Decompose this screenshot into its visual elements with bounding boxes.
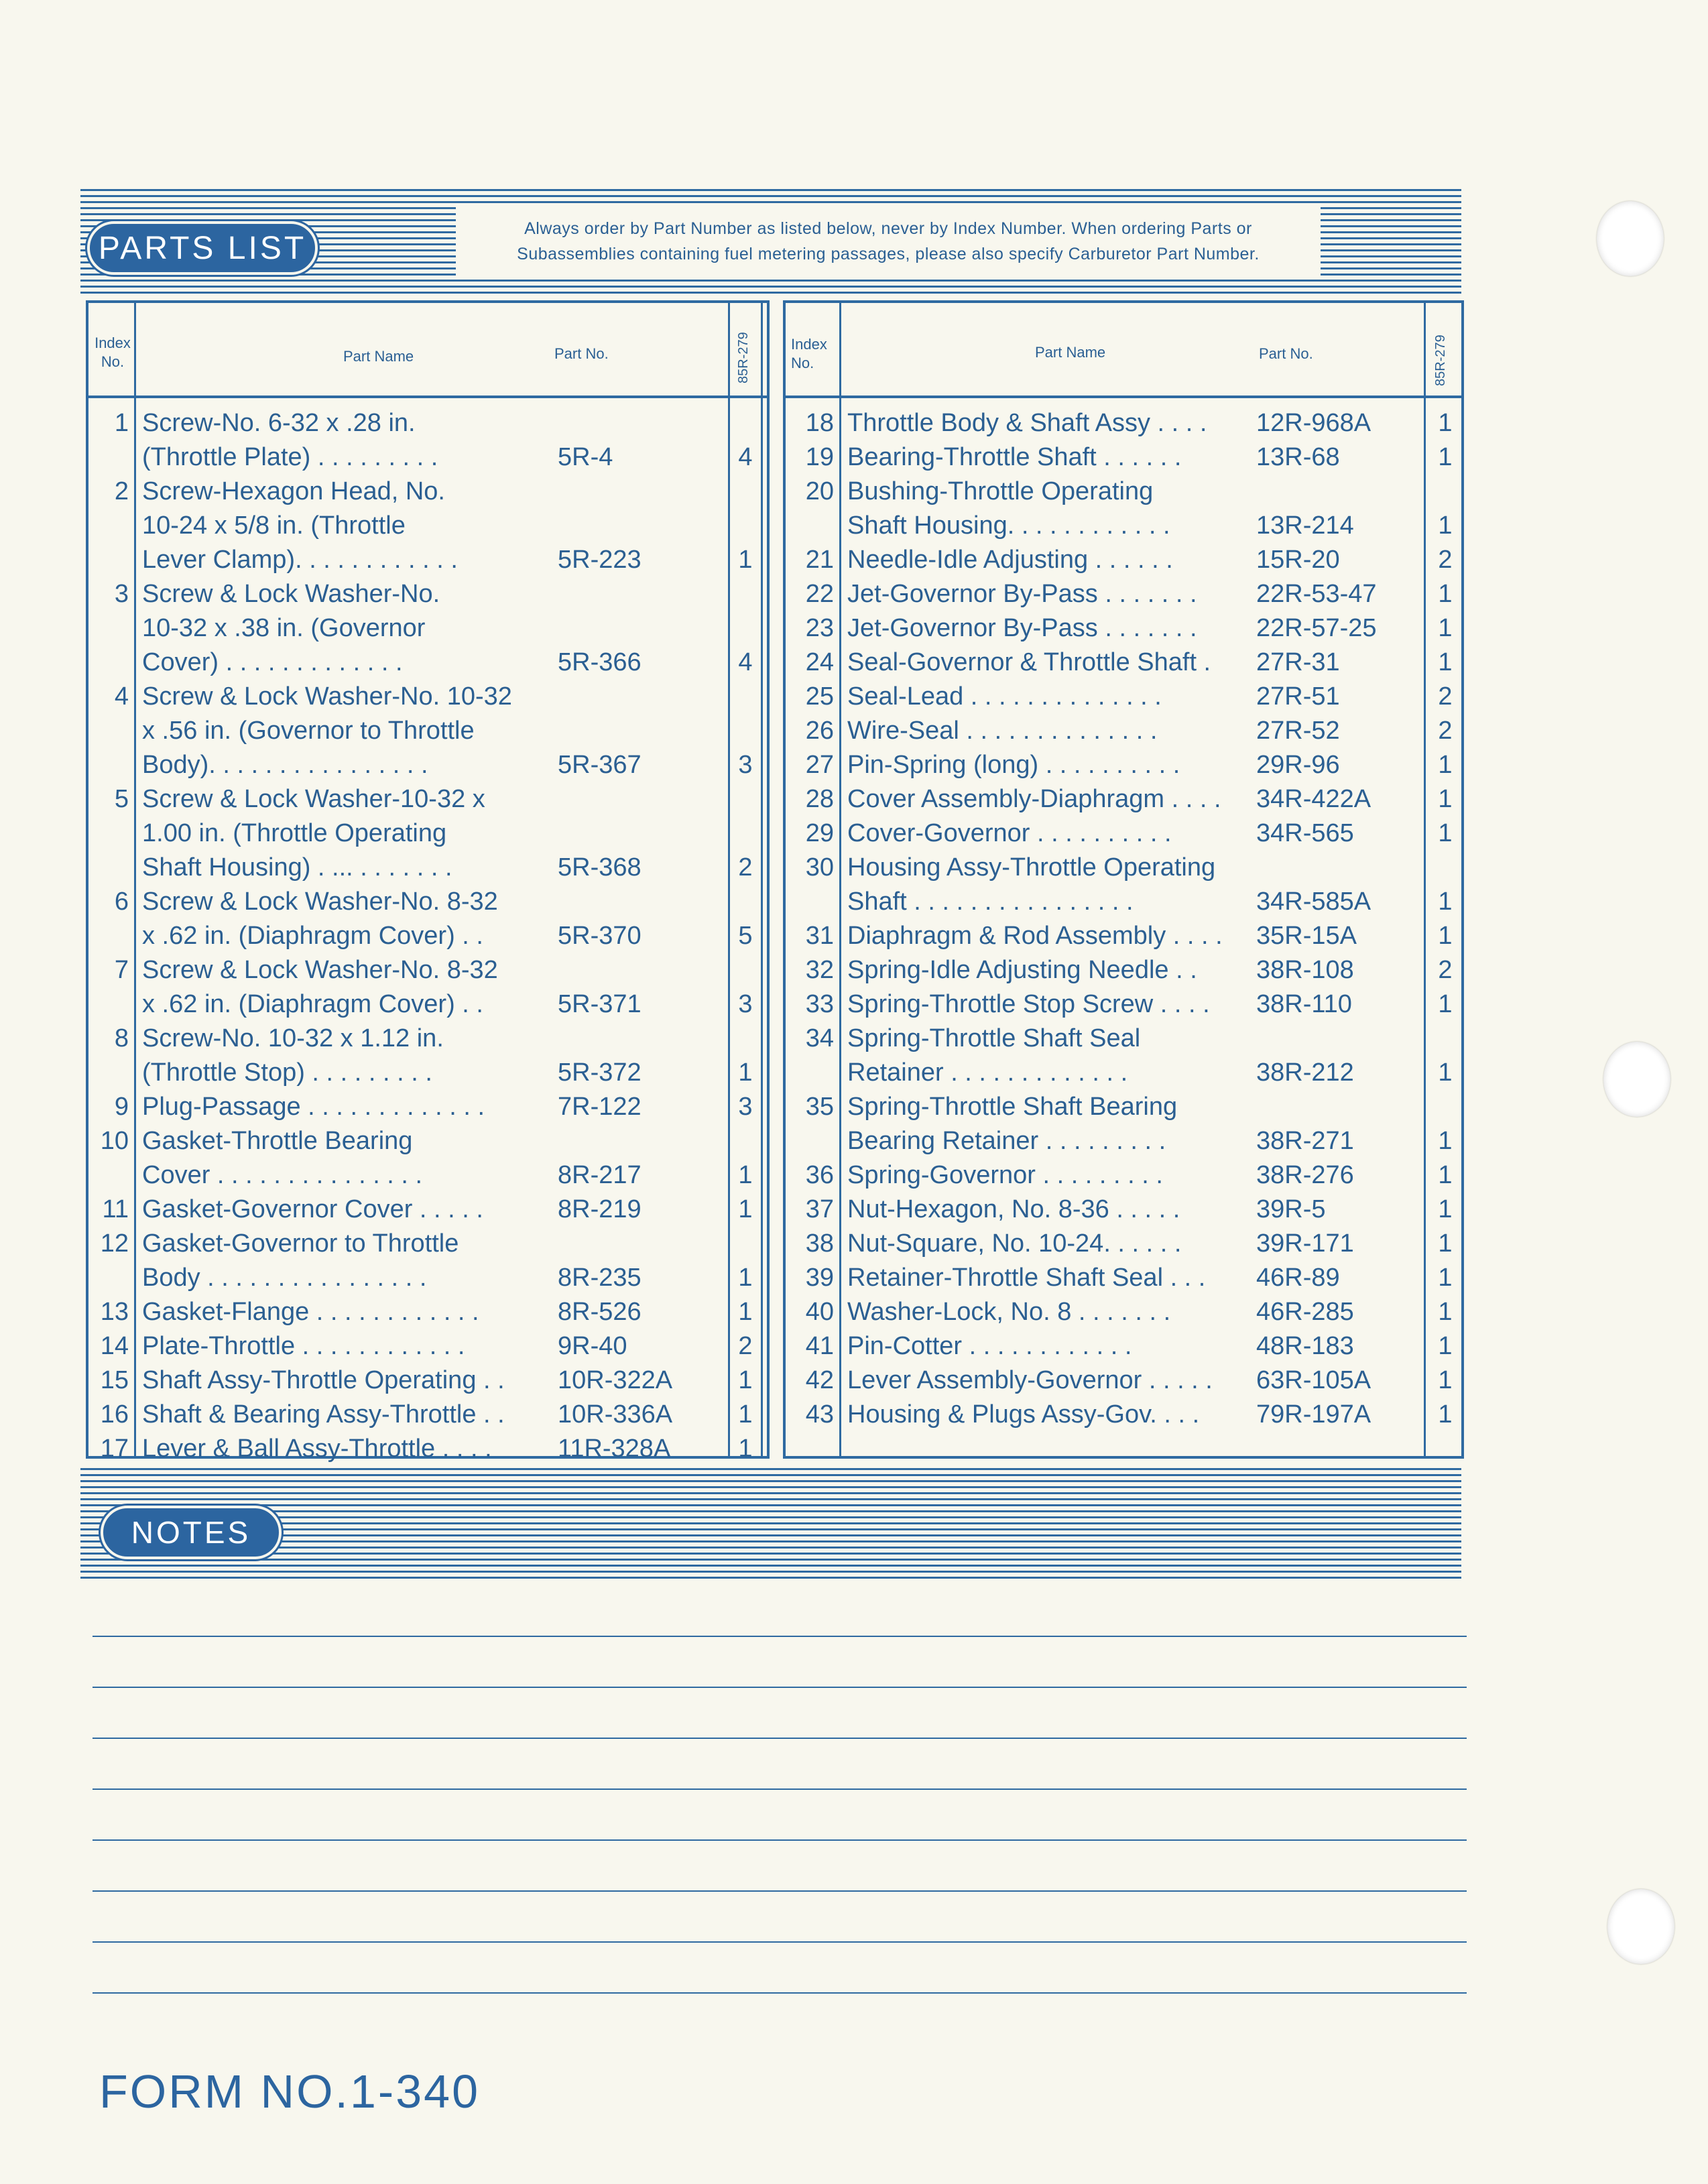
parts-row — [88, 1432, 767, 1466]
part-number: 29R-96 — [1256, 751, 1340, 779]
parts-list-title: PARTS LIST — [87, 221, 318, 275]
quantity: 4 — [738, 443, 753, 471]
note-line — [93, 1738, 1467, 1739]
part-name: Seal-Governor & Throttle Shaft . — [847, 648, 1211, 676]
part-number: 38R-110 — [1256, 990, 1352, 1018]
part-name-column-header: Part Name — [343, 348, 414, 365]
part-number: 8R-219 — [558, 1195, 642, 1223]
parts-row — [88, 851, 767, 885]
index-number: 40 — [805, 1298, 834, 1326]
parts-row — [786, 406, 1461, 440]
parts-row — [88, 1398, 767, 1432]
quantity: 1 — [738, 1366, 753, 1394]
quantity: 1 — [1438, 751, 1453, 779]
parts-row — [786, 1261, 1461, 1295]
part-name: Plate-Throttle . . . . . . . . . . . . — [142, 1332, 465, 1360]
quantity: 2 — [738, 1332, 753, 1360]
part-name: Spring-Throttle Shaft Bearing — [847, 1093, 1178, 1121]
index-number: 16 — [100, 1400, 129, 1429]
part-no-column-header: Part No. — [554, 345, 609, 362]
part-number: 11R-328A — [558, 1435, 671, 1463]
part-name: Cover Assembly-Diaphragm . . . . — [847, 785, 1221, 813]
index-number: 26 — [805, 717, 834, 745]
index-number: 34 — [805, 1024, 834, 1052]
parts-row — [786, 987, 1461, 1022]
parts-row — [88, 782, 767, 816]
part-number: 5R-366 — [558, 648, 642, 676]
index-number: 17 — [100, 1435, 129, 1463]
parts-row — [88, 1261, 767, 1295]
part-number: 34R-565 — [1256, 819, 1354, 847]
parts-row — [88, 543, 767, 577]
parts-row — [88, 1124, 767, 1158]
parts-row — [786, 919, 1461, 953]
part-number: 34R-422A — [1256, 785, 1371, 813]
part-number: 8R-526 — [558, 1298, 642, 1326]
part-number: 38R-271 — [1256, 1127, 1354, 1155]
part-number: 27R-51 — [1256, 682, 1340, 711]
part-name: Cover-Governor . . . . . . . . . . — [847, 819, 1172, 847]
quantity: 2 — [1438, 546, 1453, 574]
part-name: Retainer-Throttle Shaft Seal . . . — [847, 1264, 1206, 1292]
part-name-column-header: Part Name — [1035, 344, 1106, 361]
quantity: 1 — [1438, 614, 1453, 642]
index-number: 35 — [805, 1093, 834, 1121]
part-name: Screw & Lock Washer-No. 10-32 — [142, 682, 512, 711]
form-number: FORM NO.1-340 — [99, 2065, 480, 2118]
quantity: 2 — [1438, 717, 1453, 745]
parts-row — [786, 1158, 1461, 1193]
part-name: Pin-Spring (long) . . . . . . . . . . — [847, 751, 1180, 779]
part-number: 38R-212 — [1256, 1058, 1354, 1087]
quantity: 1 — [1438, 819, 1453, 847]
part-name: Shaft & Bearing Assy-Throttle . . — [142, 1400, 505, 1429]
part-name: Shaft Assy-Throttle Operating . . — [142, 1366, 505, 1394]
index-number: 3 — [114, 580, 129, 608]
part-name: Retainer . . . . . . . . . . . . . — [847, 1058, 1128, 1087]
parts-row — [88, 1329, 767, 1363]
part-number: 35R-15A — [1256, 922, 1357, 950]
index-number: 10 — [100, 1127, 129, 1155]
quantity: 1 — [1438, 1058, 1453, 1087]
header-divider — [786, 396, 1461, 398]
parts-row — [88, 1363, 767, 1398]
binder-hole-middle — [1603, 1042, 1670, 1117]
parts-row — [88, 1193, 767, 1227]
part-name: Diaphragm & Rod Assembly . . . . — [847, 922, 1223, 950]
parts-row — [88, 611, 767, 646]
part-name: Screw & Lock Washer-No. 8-32 — [142, 888, 498, 916]
note-line — [93, 1636, 1467, 1637]
ordering-notice-line-1: Always order by Part Number as listed below, never by Index Number. When ordering Parts or — [524, 219, 1252, 238]
part-name: Throttle Body & Shaft Assy . . . . — [847, 409, 1207, 437]
part-name: x .62 in. (Diaphragm Cover) . . — [142, 990, 483, 1018]
part-number: 27R-31 — [1256, 648, 1340, 676]
parts-row — [786, 543, 1461, 577]
parts-row — [786, 577, 1461, 611]
quantity: 1 — [1438, 1366, 1453, 1394]
quantity: 1 — [1438, 1332, 1453, 1360]
index-number: 22 — [805, 580, 834, 608]
note-line — [93, 1788, 1467, 1790]
part-number: 9R-40 — [558, 1332, 627, 1360]
part-name: Pin-Cotter . . . . . . . . . . . . — [847, 1332, 1132, 1360]
quantity: 1 — [1438, 1229, 1453, 1258]
parts-row — [786, 1398, 1461, 1432]
quantity: 1 — [1438, 888, 1453, 916]
parts-row — [786, 1363, 1461, 1398]
note-line — [93, 1890, 1467, 1892]
part-name: Jet-Governor By-Pass . . . . . . . — [847, 614, 1197, 642]
parts-row — [88, 1056, 767, 1090]
index-number: 39 — [805, 1264, 834, 1292]
parts-table-right — [783, 300, 1464, 1459]
part-number: 79R-197A — [1256, 1400, 1371, 1429]
part-name: (Throttle Plate) . . . . . . . . . — [142, 443, 438, 471]
part-number: 27R-52 — [1256, 717, 1340, 745]
parts-row — [88, 475, 767, 509]
index-number: 27 — [805, 751, 834, 779]
part-name: Bushing-Throttle Operating — [847, 477, 1154, 505]
quantity: 1 — [1438, 1298, 1453, 1326]
part-name: Screw & Lock Washer-10-32 x — [142, 785, 485, 813]
part-name: Cover) . . . . . . . . . . . . . — [142, 648, 403, 676]
index-number: 38 — [805, 1229, 834, 1258]
quantity: 1 — [738, 1161, 753, 1189]
parts-row — [88, 1158, 767, 1193]
parts-row — [786, 953, 1461, 987]
parts-row — [786, 1124, 1461, 1158]
index-number: 7 — [114, 956, 129, 984]
part-number: 10R-336A — [558, 1400, 673, 1429]
quantity: 1 — [1438, 1264, 1453, 1292]
part-name: Spring-Throttle Shaft Seal — [847, 1024, 1141, 1052]
part-name: Gasket-Governor to Throttle — [142, 1229, 459, 1258]
index-number: 23 — [805, 614, 834, 642]
notes-title: NOTES — [101, 1506, 282, 1559]
index-number: 2 — [114, 477, 129, 505]
parts-row — [786, 748, 1461, 782]
quantity: 1 — [738, 1435, 753, 1463]
parts-row — [786, 782, 1461, 816]
part-name: Bearing-Throttle Shaft . . . . . . — [847, 443, 1182, 471]
parts-row — [786, 1193, 1461, 1227]
parts-row — [786, 646, 1461, 680]
part-name: Screw-No. 10-32 x 1.12 in. — [142, 1024, 444, 1052]
parts-row — [88, 953, 767, 987]
part-name: Lever & Ball Assy-Throttle . . . . — [142, 1435, 492, 1463]
part-name: (Throttle Stop) . . . . . . . . . — [142, 1058, 432, 1087]
part-name: Seal-Lead . . . . . . . . . . . . . . — [847, 682, 1162, 711]
part-name: Screw-No. 6-32 x .28 in. — [142, 409, 416, 437]
parts-row — [88, 1090, 767, 1124]
quantity: 1 — [1438, 990, 1453, 1018]
quantity: 1 — [738, 1264, 753, 1292]
index-number: 1 — [114, 409, 129, 437]
part-number: 5R-223 — [558, 546, 642, 574]
index-number: 29 — [805, 819, 834, 847]
quantity: 5 — [738, 922, 753, 950]
part-number: 5R-370 — [558, 922, 642, 950]
model-column-header: 85R-279 — [736, 332, 751, 383]
part-name: Body . . . . . . . . . . . . . . . . — [142, 1264, 427, 1292]
part-number: 5R-4 — [558, 443, 613, 471]
part-name: 1.00 in. (Throttle Operating — [142, 819, 447, 847]
part-number: 39R-5 — [1256, 1195, 1326, 1223]
part-number: 39R-171 — [1256, 1229, 1354, 1258]
parts-row — [88, 919, 767, 953]
note-line — [93, 1992, 1467, 1994]
part-number: 10R-322A — [558, 1366, 673, 1394]
part-name: Housing Assy-Throttle Operating — [847, 853, 1216, 882]
parts-row — [88, 646, 767, 680]
ordering-notice-line-2: Subassemblies containing fuel metering passages, please also specify Carburetor Part Number. — [517, 245, 1260, 263]
part-name: Shaft . . . . . . . . . . . . . . . . — [847, 888, 1134, 916]
quantity: 2 — [1438, 682, 1453, 711]
ordering-notice — [456, 206, 1321, 276]
parts-row — [88, 885, 767, 919]
index-number: 32 — [805, 956, 834, 984]
index-number: 31 — [805, 922, 834, 950]
binder-hole-bottom — [1607, 1889, 1674, 1964]
part-number: 48R-183 — [1256, 1332, 1354, 1360]
notes-header-band — [80, 1468, 1461, 1582]
note-line — [93, 1687, 1467, 1688]
quantity: 1 — [1438, 580, 1453, 608]
index-number: 11 — [102, 1195, 129, 1223]
part-name: Spring-Idle Adjusting Needle . . — [847, 956, 1197, 984]
index-number: 5 — [114, 785, 129, 813]
quantity: 1 — [1438, 443, 1453, 471]
index-number: 37 — [805, 1195, 834, 1223]
part-number: 15R-20 — [1256, 546, 1340, 574]
index-number: 8 — [114, 1024, 129, 1052]
parts-row — [786, 509, 1461, 543]
parts-row — [88, 748, 767, 782]
parts-row — [88, 406, 767, 440]
part-name: Spring-Throttle Stop Screw . . . . — [847, 990, 1210, 1018]
quantity: 1 — [1438, 648, 1453, 676]
binder-hole-top — [1597, 201, 1664, 276]
parts-row — [786, 611, 1461, 646]
index-number: 18 — [805, 409, 834, 437]
model-column-header: 85R-279 — [1433, 335, 1448, 386]
parts-row — [88, 509, 767, 543]
index-number: 41 — [805, 1332, 834, 1360]
index-number: 43 — [805, 1400, 834, 1429]
part-name: Housing & Plugs Assy-Gov. . . . — [847, 1400, 1200, 1429]
part-name: Screw-Hexagon Head, No. — [142, 477, 445, 505]
part-number: 5R-371 — [558, 990, 642, 1018]
index-number: 42 — [805, 1366, 834, 1394]
part-name: Jet-Governor By-Pass . . . . . . . — [847, 580, 1197, 608]
part-name: x .56 in. (Governor to Throttle — [142, 717, 475, 745]
parts-row — [786, 440, 1461, 475]
part-name: Plug-Passage . . . . . . . . . . . . . — [142, 1093, 485, 1121]
quantity: 4 — [738, 648, 753, 676]
part-name: Nut-Square, No. 10-24. . . . . . — [847, 1229, 1182, 1258]
part-number: 63R-105A — [1256, 1366, 1371, 1394]
part-name: Lever Assembly-Governor . . . . . — [847, 1366, 1213, 1394]
part-number: 8R-235 — [558, 1264, 642, 1292]
parts-row — [786, 1227, 1461, 1261]
parts-row — [786, 885, 1461, 919]
part-name: Spring-Governor . . . . . . . . . — [847, 1161, 1163, 1189]
parts-row — [88, 1022, 767, 1056]
index-number: 21 — [805, 546, 834, 574]
quantity: 1 — [738, 1195, 753, 1223]
part-name: Shaft Housing) . ... . . . . . . . — [142, 853, 452, 882]
index-number: 9 — [114, 1093, 129, 1121]
part-number: 5R-372 — [558, 1058, 642, 1087]
part-number: 13R-214 — [1256, 511, 1354, 540]
part-name: Needle-Idle Adjusting . . . . . . — [847, 546, 1173, 574]
part-number: 5R-368 — [558, 853, 642, 882]
parts-row — [786, 851, 1461, 885]
part-name: Body). . . . . . . . . . . . . . . . — [142, 751, 428, 779]
part-name: Nut-Hexagon, No. 8-36 . . . . . — [847, 1195, 1180, 1223]
part-name: Shaft Housing. . . . . . . . . . . . — [847, 511, 1170, 540]
parts-row — [786, 1295, 1461, 1329]
quantity: 1 — [1438, 785, 1453, 813]
note-line — [93, 1941, 1467, 1943]
quantity: 1 — [1438, 1400, 1453, 1429]
parts-row — [786, 816, 1461, 851]
parts-row — [88, 440, 767, 475]
index-number: 13 — [100, 1298, 129, 1326]
quantity: 3 — [738, 990, 753, 1018]
parts-row — [88, 714, 767, 748]
index-number: 24 — [805, 648, 834, 676]
notes-writing-lines — [93, 1636, 1467, 2011]
parts-row — [88, 577, 767, 611]
part-number: 38R-276 — [1256, 1161, 1354, 1189]
quantity: 1 — [738, 546, 753, 574]
part-name: Washer-Lock, No. 8 . . . . . . . — [847, 1298, 1171, 1326]
parts-row — [88, 987, 767, 1022]
parts-table-left — [86, 300, 770, 1463]
index-number: 30 — [805, 853, 834, 882]
part-name: Lever Clamp). . . . . . . . . . . . — [142, 546, 458, 574]
part-number: 22R-57-25 — [1256, 614, 1377, 642]
quantity: 1 — [1438, 511, 1453, 540]
index-number: 14 — [100, 1332, 129, 1360]
part-number: 38R-108 — [1256, 956, 1354, 984]
index-number: 6 — [114, 888, 129, 916]
parts-row — [786, 680, 1461, 714]
quantity: 1 — [738, 1058, 753, 1087]
part-name: Wire-Seal . . . . . . . . . . . . . . — [847, 717, 1158, 745]
index-number: 36 — [805, 1161, 834, 1189]
part-name: Cover . . . . . . . . . . . . . . . — [142, 1161, 423, 1189]
part-name: x .62 in. (Diaphragm Cover) . . — [142, 922, 483, 950]
parts-row — [786, 1090, 1461, 1124]
index-column-header: Index No. — [95, 335, 131, 370]
parts-row — [88, 816, 767, 851]
parts-row — [786, 1022, 1461, 1056]
part-name: Screw & Lock Washer-No. 8-32 — [142, 956, 498, 984]
parts-row — [786, 475, 1461, 509]
index-number: 28 — [805, 785, 834, 813]
header-divider — [88, 396, 767, 398]
part-name: Gasket-Flange . . . . . . . . . . . . — [142, 1298, 479, 1326]
parts-row — [88, 1227, 767, 1261]
index-number: 20 — [805, 477, 834, 505]
note-line — [93, 1839, 1467, 1841]
parts-row — [88, 1295, 767, 1329]
index-number: 4 — [114, 682, 129, 711]
part-name: Bearing Retainer . . . . . . . . . — [847, 1127, 1166, 1155]
parts-row — [88, 680, 767, 714]
quantity: 2 — [738, 853, 753, 882]
quantity: 1 — [1438, 1195, 1453, 1223]
part-name: 10-32 x .38 in. (Governor — [142, 614, 426, 642]
quantity: 3 — [738, 751, 753, 779]
index-column-header: Index No. — [791, 336, 827, 371]
part-name: Screw & Lock Washer-No. — [142, 580, 440, 608]
parts-row — [786, 1056, 1461, 1090]
part-number: 46R-285 — [1256, 1298, 1354, 1326]
part-number: 34R-585A — [1256, 888, 1371, 916]
part-number: 46R-89 — [1256, 1264, 1340, 1292]
parts-row — [786, 714, 1461, 748]
part-number: 8R-217 — [558, 1161, 642, 1189]
part-name: Gasket-Governor Cover . . . . . — [142, 1195, 483, 1223]
part-number: 12R-968A — [1256, 409, 1371, 437]
part-name: Gasket-Throttle Bearing — [142, 1127, 413, 1155]
index-number: 25 — [805, 682, 834, 711]
part-number: 7R-122 — [558, 1093, 642, 1121]
part-number: 5R-367 — [558, 751, 642, 779]
quantity: 1 — [1438, 922, 1453, 950]
parts-row — [786, 1329, 1461, 1363]
index-number: 15 — [100, 1366, 129, 1394]
part-number: 22R-53-47 — [1256, 580, 1377, 608]
part-name: 10-24 x 5/8 in. (Throttle — [142, 511, 406, 540]
quantity: 1 — [738, 1298, 753, 1326]
quantity: 1 — [1438, 1161, 1453, 1189]
index-number: 33 — [805, 990, 834, 1018]
part-number: 13R-68 — [1256, 443, 1340, 471]
index-number: 19 — [805, 443, 834, 471]
quantity: 1 — [1438, 409, 1453, 437]
quantity: 3 — [738, 1093, 753, 1121]
quantity: 2 — [1438, 956, 1453, 984]
quantity: 1 — [738, 1400, 753, 1429]
index-number: 12 — [100, 1229, 129, 1258]
part-no-column-header: Part No. — [1259, 345, 1313, 362]
quantity: 1 — [1438, 1127, 1453, 1155]
